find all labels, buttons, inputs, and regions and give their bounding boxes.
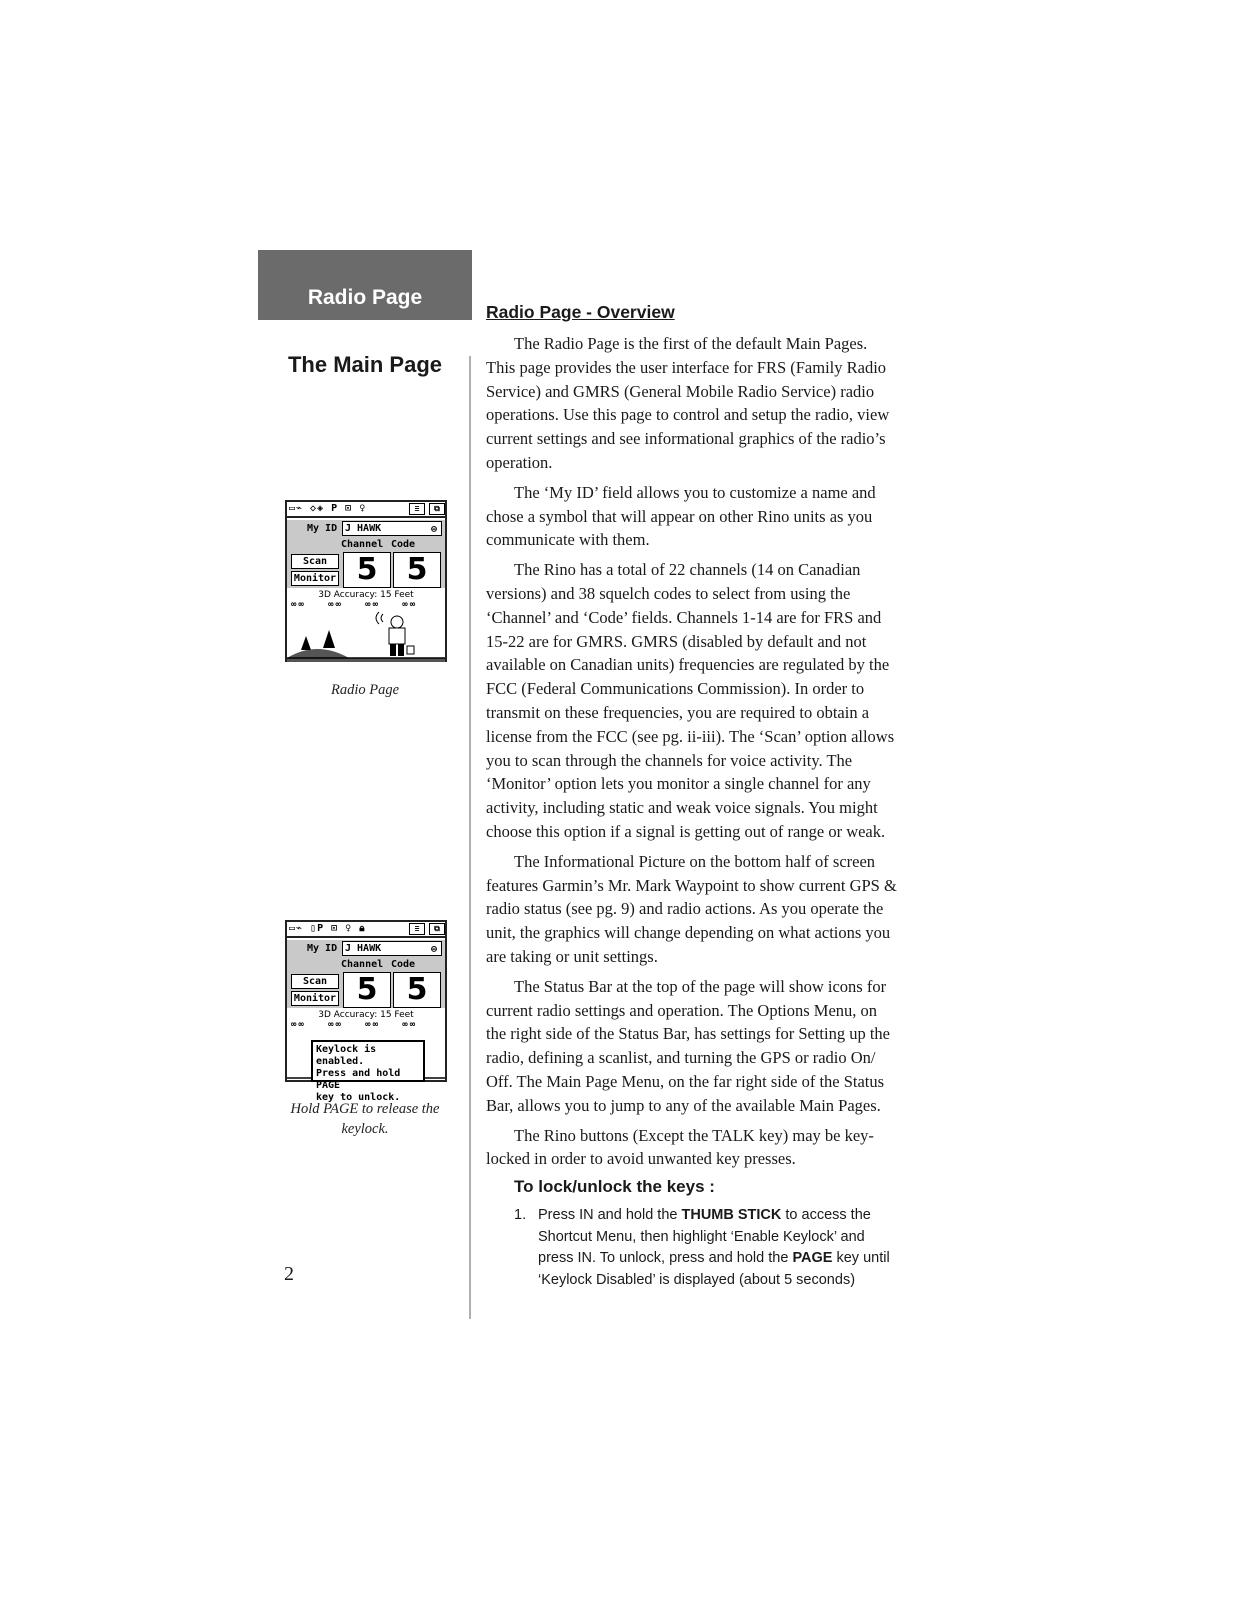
caption-line: keylock. (341, 1121, 389, 1137)
channel-label: Channel (341, 959, 384, 970)
my-id-label: My ID (307, 943, 338, 954)
field-header-row (287, 958, 445, 972)
main-page-menu-icon: ⧉ (429, 923, 445, 935)
my-id-label: My ID (307, 523, 338, 534)
mark-waypoint-scene (287, 606, 445, 662)
keylock-screenshot (285, 920, 447, 1103)
keylock-message (311, 1040, 425, 1103)
keylock-line: Keylock is enabled. (316, 1044, 377, 1067)
step-text-part: Press IN and hold the (538, 1207, 682, 1224)
page-number: 2 (284, 1263, 294, 1285)
my-id-value: J HAWK (345, 943, 382, 954)
radio-page-screenshot (285, 500, 447, 662)
channel-value: 5 (343, 552, 391, 588)
body-paragraph: The Rino has a total of 22 channels (14 on Canadian versions) and 38 squelch codes to select from using the ‘Channel’ and ‘Code’ fields. Channels 1-14 are for FRS and 15-22 are for GMRS. GMRS (disabled by default and not available on Canadian units) frequencies are regulated by the FCC (Federal Communications Commission). In order to transmit on these frequencies, you are required to obtain a license from the FCC (see pg. ii-iii). The ‘Scan’ option allows you to scan through the channels for voice activity. The ‘Monitor’ option lets you monitor a single channel for any activity, including static and weak voice signals. You might choose this option if a signal is getting out of range or weak. (486, 560, 895, 841)
keylock-line: key to unlock. (316, 1092, 401, 1103)
main-page-menu-icon: ⧉ (429, 503, 445, 515)
tree-icon (301, 636, 311, 650)
my-id-field (342, 941, 442, 956)
code-value: 5 (393, 552, 441, 588)
body-paragraph: The Radio Page is the first of the default Main Pages. This page provides the user interface for FRS (Family Radio Service) and GMRS (General Mobile Radio Service) radio operations. Use this page to control and setup the radio, view current settings and see informational graphics of the radio’s operation. (486, 334, 890, 472)
scan-button: Scan (291, 554, 339, 569)
status-icons: ▭⌁ ◇◈ P ⊡ ♀ (289, 503, 367, 514)
main-column (486, 302, 900, 1291)
status-icons: ▭⌁ ▯P ⊡ ♀ 🔒︎ (289, 923, 366, 934)
body-paragraph: The Rino buttons (Except the TALK key) may be key-locked in order to avoid unwanted key presses. (486, 1125, 874, 1169)
my-id-row (287, 520, 445, 538)
my-id-field (342, 521, 442, 536)
my-id-value: J HAWK (345, 523, 382, 534)
scan-button: Scan (291, 974, 339, 989)
accuracy-text: 3D Accuracy: 15 Feet (318, 1010, 414, 1020)
procedure-step (514, 1205, 900, 1291)
body-paragraph: The ‘My ID’ field allows you to customize a name and chose a symbol that will appear on other Rino units as you communicate with them. (486, 482, 876, 550)
signal-wave-icons: ∞∞ ∞∞ ∞∞ ∞∞ (291, 600, 418, 610)
my-id-row (287, 940, 445, 958)
caption-line: Hold PAGE to release the (290, 1101, 440, 1117)
figure-caption: Radio Page (330, 682, 400, 698)
code-value: 5 (393, 972, 441, 1008)
id-symbol-icon: ⊜ (430, 944, 437, 955)
options-menu-icon: ≡ (409, 503, 425, 515)
body-paragraph: The Status Bar at the top of the page will show icons for current radio settings and operation. The Options Menu, on the right side of the Status Bar, has settings for Setting up the radio, defining a scanlist, and turning the GPS or radio On/ Off. The Main Page Menu, on the far right side of the Status Bar, allows you to jump to any of the available Main Pages. (486, 976, 890, 1115)
id-symbol-icon: ⊜ (430, 524, 437, 535)
tree-icon (323, 630, 335, 648)
page-key: PAGE (792, 1250, 833, 1267)
section-heading: Radio Page - Overview (486, 302, 675, 322)
keylock-line: Press and hold PAGE (316, 1068, 401, 1091)
code-label: Code (391, 959, 416, 970)
code-label: Code (391, 539, 416, 550)
thumb-stick-key: THUMB STICK (681, 1207, 782, 1224)
field-header-row (287, 538, 445, 552)
column-divider (469, 356, 471, 1319)
step-text-part: key until ‘Keylock Disabled’ is displayed (about 5 seconds) (538, 1250, 890, 1288)
side-heading: The Main Page (287, 352, 443, 377)
figure-caption (258, 1099, 472, 1139)
section-tab: Radio Page (258, 250, 472, 320)
body-paragraph: The Informational Picture on the bottom half of screen features Garmin’s Mr. Mark Waypoint to show current GPS & radio status (see pg. 9) and radio actions. As you operate the unit, the graphics will change depending on what actions you are taking or unit settings. (486, 851, 897, 966)
signal-wave-icons: ∞∞ ∞∞ ∞∞ ∞∞ (291, 1020, 418, 1030)
step-text (538, 1205, 900, 1291)
channel-value: 5 (343, 972, 391, 1008)
step-text-part: to access the Shortcut Menu, then highlight ‘Enable Keylock’ and press IN. To unlock, press and hold the (538, 1207, 871, 1267)
channel-label: Channel (341, 539, 384, 550)
accuracy-text: 3D Accuracy: 15 Feet (318, 590, 414, 600)
person-head-icon (391, 616, 403, 628)
step-number: 1. (514, 1207, 527, 1224)
monitor-button: Monitor (291, 991, 339, 1006)
monitor-button: Monitor (291, 571, 339, 586)
options-menu-icon: ≡ (409, 923, 425, 935)
procedure-heading: To lock/unlock the keys : (514, 1177, 715, 1197)
status-bar (287, 922, 445, 938)
status-bar (287, 502, 445, 518)
